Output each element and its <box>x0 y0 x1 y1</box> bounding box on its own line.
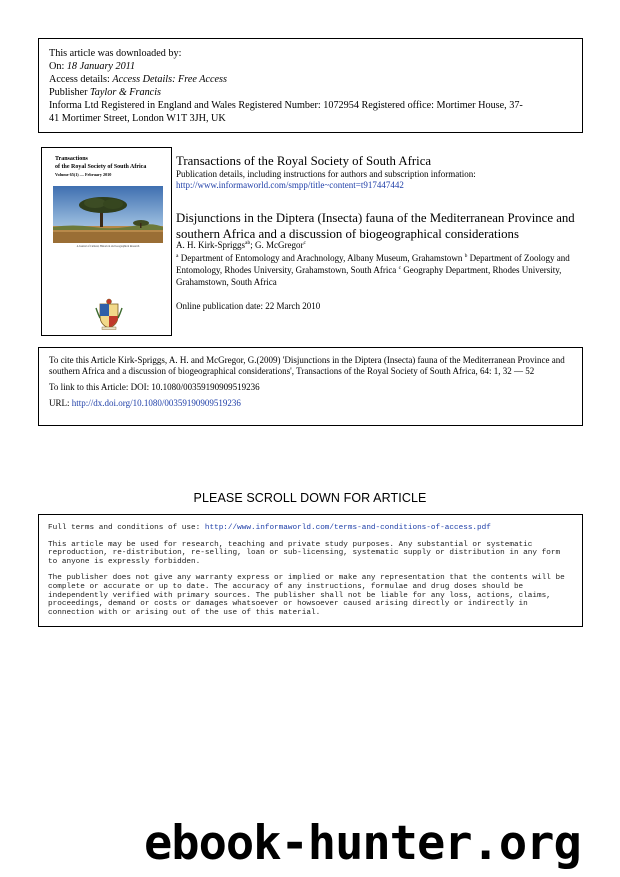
download-date-line <box>49 60 572 73</box>
citation-text <box>49 355 572 377</box>
author-1: A. H. Kirk-Spriggs <box>176 240 245 250</box>
affil-a: Department of Entomology and Arachnology, Albany Museum, Grahamstown <box>178 253 465 263</box>
scroll-down-notice: PLEASE SCROLL DOWN FOR ARTICLE <box>193 491 427 505</box>
affil-c: Geography Department, Rhodes University, Grahamstown, South Africa <box>176 265 562 287</box>
usage-paragraph: This article may be used for research, teaching and private study purposes. Any substantial or systematic reproduction, re-distribution, re-selling, loan or sub-licensing, systematic supply or distribution in any form to anyone is expressly forbidden. <box>48 540 561 566</box>
journal-url-link[interactable]: http://www.informaworld.com/smpp/title~content=t917447442 <box>176 180 404 190</box>
cover-landscape-photo <box>53 186 163 243</box>
affil-b-marker: b <box>464 253 468 259</box>
article-authors <box>176 240 306 252</box>
access-value: Access Details: Free Access <box>112 74 227 85</box>
affil-a-marker: a <box>176 253 179 259</box>
society-crest-logo <box>94 298 124 330</box>
disclaimer-paragraph: The publisher does not give any warranty express or implied or make any representation that the contents will be complete or accurate or up to date. The accuracy of any instructions, formulae and drug doses should be independently verified with primary sources. The publisher shall not be liable for any loss, actions, claims, proceedings, demand or costs or damages whatsoever or howsoever caused arising directly or indirectly in connection with or arising out of the use of this material. <box>48 574 565 617</box>
url-row <box>49 398 572 409</box>
publication-details: Publication details, including instructions for authors and subscription information: <box>176 169 476 179</box>
journal-name: Transactions of the Royal Society of South Africa <box>176 154 432 168</box>
publisher-line <box>49 86 572 99</box>
download-line: This article was downloaded by: <box>49 48 182 59</box>
access-details-line <box>49 73 572 86</box>
terms-url-link[interactable]: http://www.informaworld.com/terms-and-conditions-of-access.pdf <box>204 524 491 532</box>
author-2: ; G. McGregor <box>250 240 304 250</box>
online-publication-date: Online publication date: 22 March 2010 <box>176 301 321 311</box>
citation-box <box>38 347 583 426</box>
publisher-value: Taylor & Francis <box>90 87 161 98</box>
cover-title-line-2: of the Royal Society of South Africa <box>55 163 147 170</box>
author-affiliations <box>176 252 581 288</box>
registered-line-1: Informa Ltd Registered in England and Wales Registered Number: 1072954 Registered office: Mortimer House, 37- <box>49 100 523 111</box>
affil-c-marker: c <box>398 265 402 271</box>
watermark-text: ebook-hunter.org <box>144 816 581 871</box>
date-value: 18 January 2011 <box>66 61 136 72</box>
doi-value: 10.1080/00359190909519236 <box>151 382 260 392</box>
affil-b: Department of Zoology and Entomology, Rhodes University, Grahamstown, South Africa <box>176 253 570 275</box>
cover-title-line-1: Transactions <box>55 156 88 162</box>
cite-value: Kirk-Spriggs, A. H. and McGregor, G.(2009) 'Disjunctions in the Diptera (Insecta) fauna of the Mediterranean Province and southern Africa and a discussion of biogeographical considerations', Transactions of the Royal Society of South Africa, 64: 1, 32 — 52 <box>49 355 565 376</box>
terms-label: Full terms and conditions of use: <box>48 524 205 532</box>
article-title: Disjunctions in the Diptera (Insecta) fauna of the Mediterranean Province and southern Africa and a discussion of biogeographical considerations <box>176 211 575 241</box>
cover-title <box>55 156 167 171</box>
cite-label: To cite this Article <box>49 355 118 365</box>
download-info-box <box>38 38 583 133</box>
doi-label: To link to this Article: DOI: <box>49 382 152 392</box>
cover-volume: Volume 65(1) — February 2010 <box>55 172 112 177</box>
journal-cover-thumbnail <box>41 147 172 336</box>
registered-line-2: 41 Mortimer Street, London W1T 3JH, UK <box>49 113 226 124</box>
cover-caption: A Journal of Cultural, Historical and Geographical Research <box>76 245 140 248</box>
date-label: On: <box>49 61 67 72</box>
doi-url-link[interactable]: http://dx.doi.org/10.1080/00359190909519236 <box>71 398 241 408</box>
author-1-affil-marker: ab <box>245 240 251 246</box>
doi-row <box>49 382 572 393</box>
access-label: Access details: <box>49 74 113 85</box>
publisher-label: Publisher <box>49 87 91 98</box>
url-label: URL: <box>49 398 72 408</box>
terms-link-paragraph <box>48 524 573 533</box>
terms-box <box>38 514 583 627</box>
author-2-affil-marker: c <box>303 240 306 246</box>
